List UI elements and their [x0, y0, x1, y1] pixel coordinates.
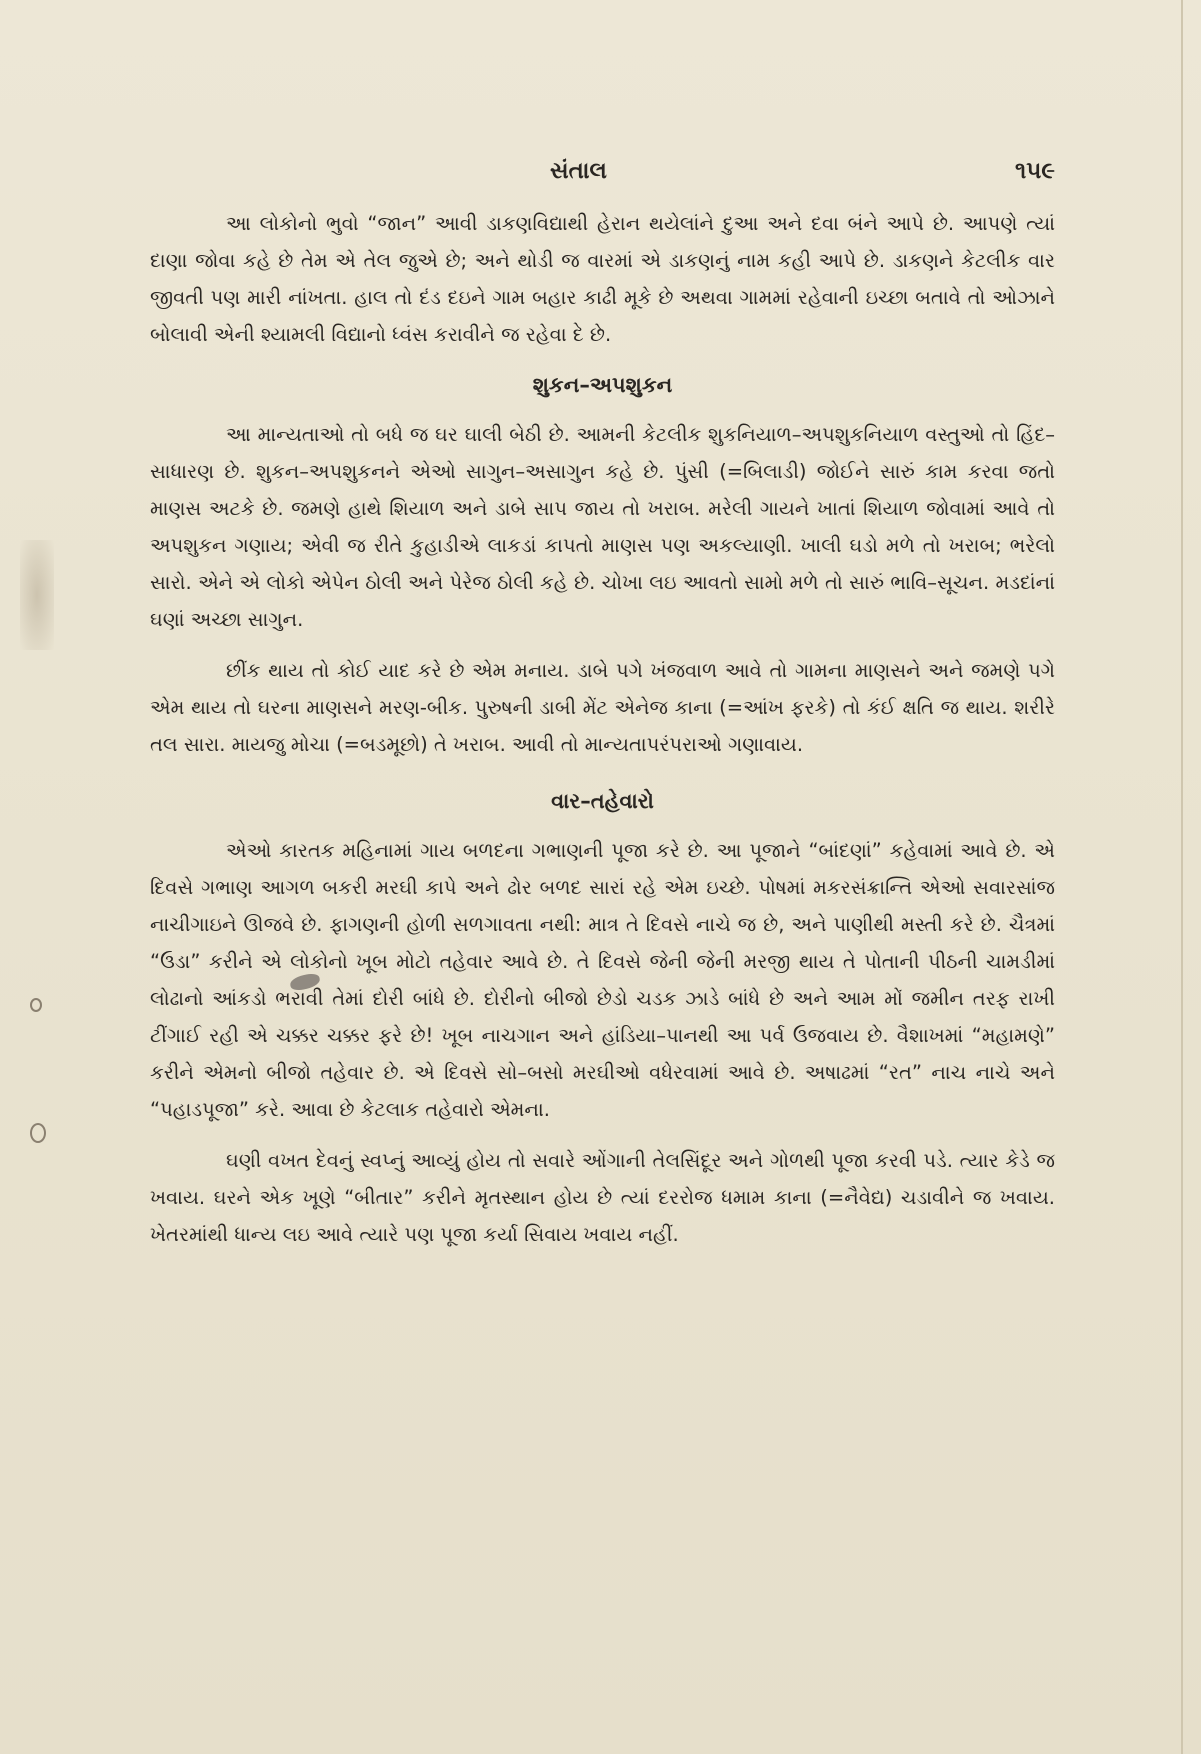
paragraph: આ માન્યતાઓ તો બધે જ ઘર ઘાલી બેઠી છે. આમની કેટલીક શુકનિયાળ–અપશુકનિયાળ વસ્તુઓ તો હિંદ–સાધારણ છે. શુકન–અપશુકનને એઓ સાગુન–અસાગુન કહે છે. પુંસી (=બિલાડી) જોઈને સારું કામ કરવા જતો માણસ અટકે છે. જમણે હાથે શિયાળ અને ડાબે સાપ જાય તો ખરાબ. મરેલી ગાયને ખાતાં શિયાળ જોવામાં આવે તો અપશુકન ગણાય; એવી જ રીતે કુહાડીએ લાકડાં કાપતો માણસ પણ અકલ્યાણી. ખાલી ઘડો મળે તો ખરાબ; ભરેલો સારો. એને એ લોકો એપેન ઠોલી અને પેરેજ ઠોલી કહે છે. ચોખા લઇ આવતો સામો મળે તો સારું ભાવિ–સૂચન. મડદાંનાં ઘણાં અચ્છા સાગુન. [150, 423, 1055, 631]
section-heading: વાર–તહેવારો [551, 789, 654, 813]
page-edge [1181, 0, 1183, 1754]
section-heading: શુકન–અપશુકન [532, 373, 673, 397]
paper-stain [20, 540, 54, 650]
running-title: સંતાલ [550, 158, 607, 184]
binding-hole [30, 1123, 46, 1143]
paragraph: છીંક થાય તો કોઈ યાદ કરે છે એમ મનાય. ડાબે પગે ખંજવાળ આવે તો ગામના માણસને અને જમણે પગે એમ થાય તો ઘરના માણસને મરણ-બીક. પુરુષની ડાબી મેંટ એનેજ કાના (=આંખ ફરકે) તો કંઈ ક્ષતિ જ થાય. શરીરે તલ સારા. માયજુ મોચા (=બડમૂછો) તે ખરાબ. આવી તો માન્યતાપરંપરાઓ ગણાવાય. [150, 659, 1055, 756]
paragraph: એઓ કારતક મહિનામાં ગાય બળદના ગભાણની પૂજા કરે છે. આ પૂજાને “બાંદણાં” કહેવામાં આવે છે. એ દિવસે ગભાણ આગળ બકરી મરઘી કાપે અને ઢોર બળદ સારાં રહે એમ ઇચ્છે. પોષમાં મકરસંક્રાન્તિ એઓ સવારસાંજ નાચીગાઇને ઊજવે છે. ફાગણની હોળી સળગાવતા નથી: માત્ર તે દિવસે નાચે જ છે, અને પાણીથી મસ્તી કરે છે. ચૈત્રમાં “ઉડા” કરીને એ લોકોનો ખૂબ મોટો તહેવાર આવે છે. તે દિવસે જેની જેની મરજી થાય તે પોતાની પીઠની ચામડીમાં લોઢાનો આંકડો ભરાવી તેમાં દોરી બાંધે છે. દોરીનો બીજો છેડો ચડક ઝાડે બાંધે છે અને આમ મોં જમીન તરફ રાખી ટીંગાઈ રહી એ ચક્કર ચક્કર ફરે છે! ખૂબ નાચગાન અને હાંડિયા–પાનથી આ પર્વ ઉજવાય છે. વૈશાખમાં “મહામણે” કરીને એમનો બીજો તહેવાર છે. એ દિવસે સો–બસો મરઘીઓ વધેરવામાં આવે છે. અષાઢમાં “રત” નાચ નાચે અને “પહાડપૂજા” કરે. આવા છે કેટલાક તહેવારો એમના. [150, 839, 1055, 1121]
paragraph: ઘણી વખત દેવનું સ્વપ્નું આવ્યું હોય તો સવારે ઓંગાની તેલસિંદૂર અને ગોળથી પૂજા કરવી પડે. ત્યાર કેડે જ ખવાય. ઘરને એક ખૂણે “બીતાર” કરીને મૃતસ્થાન હોય છે ત્યાં દરરોજ ધમામ કાના (=નૈવેદ્ય) ચડાવીને જ ખવાય. ખેતરમાંથી ધાન્ય લઇ આવે ત્યારે પણ પૂજા કર્યા સિવાય ખવાય નહીં. [150, 1149, 1055, 1246]
binding-hole [30, 998, 42, 1012]
page-body [150, 205, 1055, 1253]
paragraph: આ લોકોનો ભુવો “જાન” આવી ડાકણવિદ્યાથી હેરાન થયેલાંને દુઆ અને દવા બંને આપે છે. આપણે ત્યાં દાણા જોવા કહે છે તેમ એ તેલ જુએ છે; અને થોડી જ વારમાં એ ડાકણનું નામ કહી આપે છે. ડાકણને કેટલીક વાર જીવતી પણ મારી નાંખતા. હાલ તો દંડ દઇને ગામ બહાર કાઢી મૂકે છે અથવા ગામમાં રહેવાની ઇચ્છા બતાવે તો ઓઝાને બોલાવી એની શ્યામલી વિદ્યાનો ધ્વંસ કરાવીને જ રહેવા દે છે. [150, 212, 1055, 346]
page-number: ૧૫૯ [1015, 158, 1055, 184]
page-header [150, 158, 1055, 192]
